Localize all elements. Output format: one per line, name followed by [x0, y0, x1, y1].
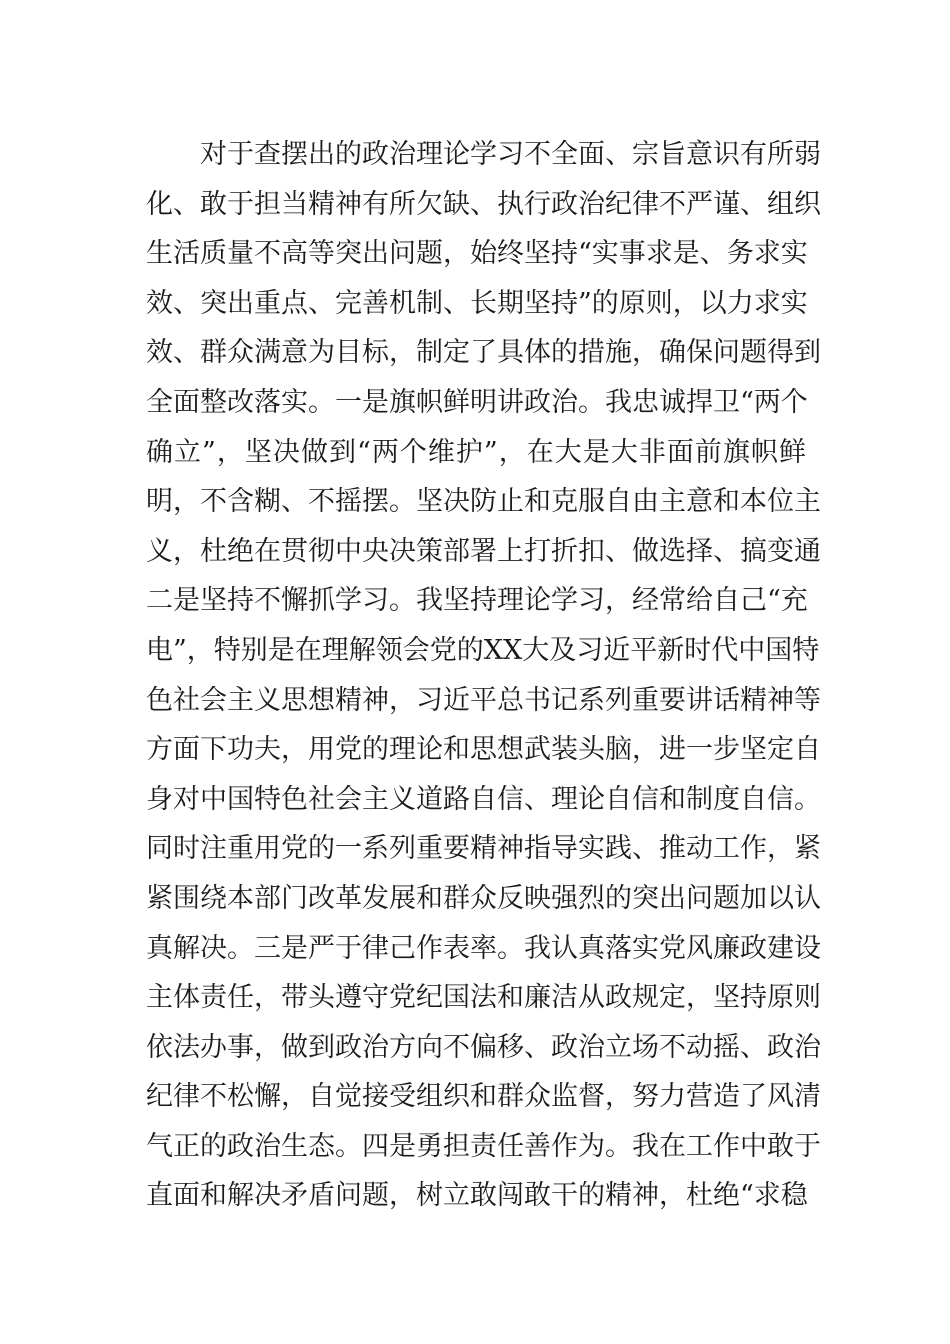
- text-line-2: 化、敢于担当精神有所欠缺、执行政治纪律不严谨、组织: [146, 188, 821, 220]
- text-line-16: 紧围绕本部门改革发展和群众反映强烈的突出问题加以认: [146, 882, 821, 914]
- text-line-4: 效、突出重点、完善机制、长期坚持”的原则，以力求实: [146, 287, 808, 319]
- text-line-5: 效、群众满意为目标，制定了具体的措施，确保问题得到: [146, 337, 821, 369]
- text-line-9: 义，杜绝在贯彻中央决策部署上打折扣、做选择、搞变通: [146, 535, 821, 567]
- text-line-14: 身对中国特色社会主义道路自信、理论自信和制度自信。: [146, 783, 821, 815]
- text-line-7: 确立”，坚决做到“两个维护”，在大是大非面前旗帜鲜: [146, 436, 806, 468]
- text-line-21: 气正的政治生态。四是勇担责任善作为。我在工作中敢于: [146, 1130, 821, 1162]
- text-line-8: 明，不含糊、不摇摆。坚决防止和克服自由主意和本位主: [146, 486, 821, 518]
- text-line-15: 同时注重用党的一系列重要精神指导实践、推动工作，紧: [146, 833, 821, 865]
- text-line-11: 电”，特别是在理解领会党的XX大及习近平新时代中国特: [146, 634, 820, 666]
- body-paragraph: [146, 130, 821, 1221]
- text-line-12: 色社会主义思想精神，习近平总书记系列重要讲话精神等: [146, 684, 821, 716]
- text-line-10: 二是坚持不懈抓学习。我坚持理论学习，经常给自己“充: [146, 585, 808, 617]
- text-line-18: 主体责任，带头遵守党纪国法和廉洁从政规定，坚持原则: [146, 982, 821, 1014]
- text-line-6: 全面整改落实。一是旗帜鲜明讲政治。我忠诚捍卫“两个: [146, 386, 808, 418]
- text-line-17: 真解决。三是严于律己作表率。我认真落实党风廉政建设: [146, 932, 821, 964]
- text-line-13: 方面下功夫，用党的理论和思想武装头脑，进一步坚定自: [146, 734, 821, 766]
- text-line-20: 纪律不松懈，自觉接受组织和群众监督，努力营造了风清: [146, 1081, 821, 1113]
- text-line-19: 依法办事，做到政治方向不偏移、政治立场不动摇、政治: [146, 1031, 821, 1063]
- text-line-3: 生活质量不高等突出问题，始终坚持“实事求是、务求实: [146, 238, 808, 270]
- text-line-22: 直面和解决矛盾问题，树立敢闯敢干的精神，杜绝“求稳: [146, 1180, 808, 1212]
- text-line-1: 对于查摆出的政治理论学习不全面、宗旨意识有所弱: [200, 139, 821, 170]
